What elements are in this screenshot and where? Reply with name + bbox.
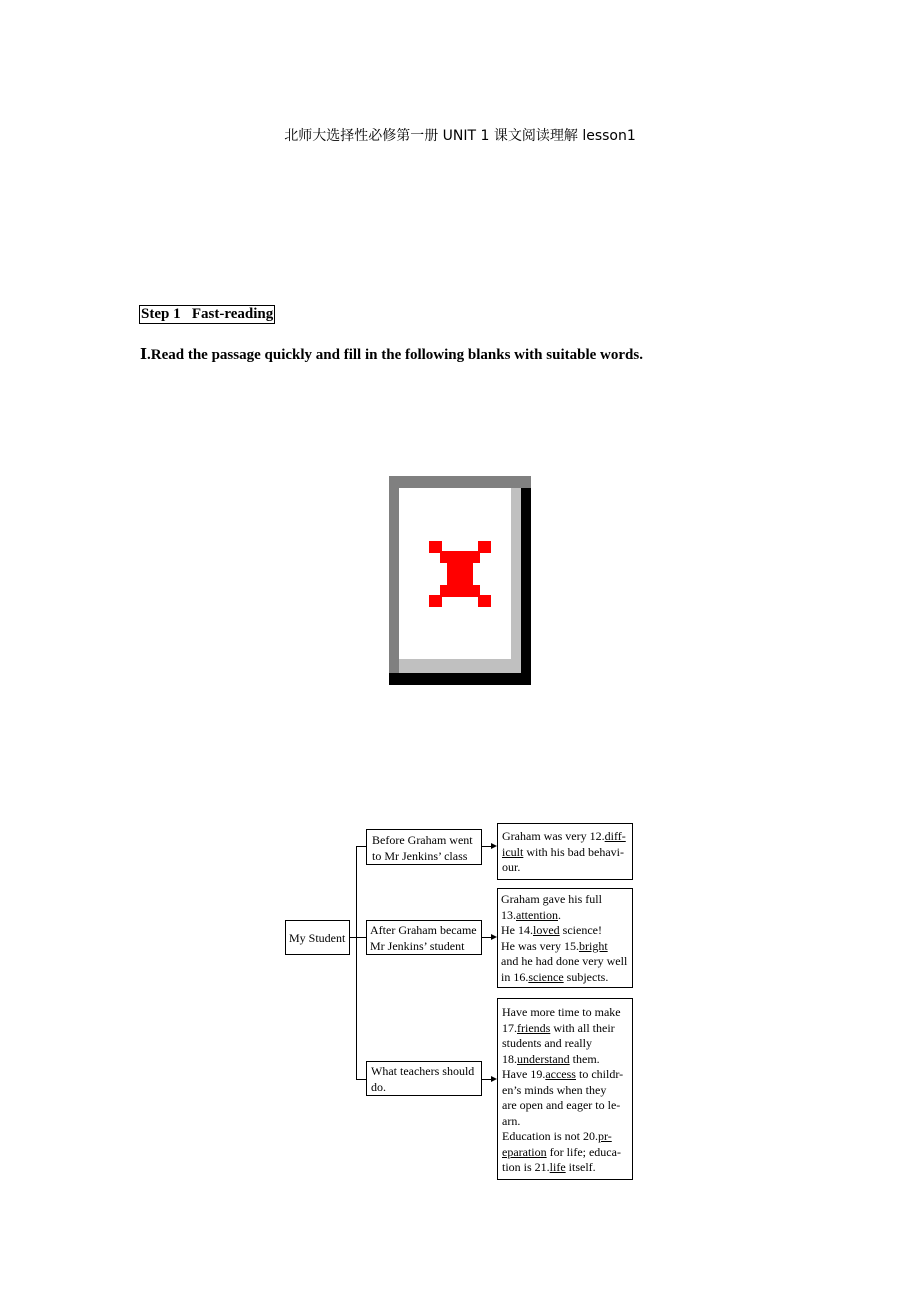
detail-line: are open and eager to le- — [502, 1098, 621, 1112]
answer-word: bright — [578, 938, 608, 953]
branch-node-teachers — [366, 1061, 482, 1096]
branch-label-line: do. — [371, 1079, 386, 1094]
detail-line: Graham was very 12.diff- — [502, 829, 626, 843]
answer-word: loved — [533, 923, 560, 937]
detail-line: icult with his bad behavi- — [502, 844, 624, 859]
branch-node-after — [366, 920, 482, 955]
detail-node-teachers — [497, 998, 633, 1180]
branch-label-line: Before Graham went — [372, 833, 473, 847]
arrow-icon — [491, 934, 497, 940]
answer-word: diff- — [604, 829, 626, 843]
detail-line: en’s minds when they — [502, 1082, 607, 1097]
detail-line: tion is 21.life itself. — [502, 1160, 596, 1174]
detail-line: Graham gave his full — [501, 892, 602, 906]
answer-word: attention — [516, 907, 558, 922]
detail-line: He was very 15.bright — [501, 938, 608, 953]
branch-label-line: After Graham became — [370, 923, 477, 937]
diagram-root-label: My Student — [289, 931, 346, 945]
detail-node-after — [497, 888, 633, 988]
branch-label-line: What teachers should — [371, 1064, 475, 1078]
detail-line: eparation for life; educa- — [502, 1144, 621, 1159]
branch-node-before — [366, 829, 482, 865]
arrow-icon — [491, 843, 497, 849]
detail-line: and he had done very well — [501, 954, 628, 968]
answer-word: life — [549, 1160, 566, 1174]
detail-line: in 16.science subjects. — [501, 969, 609, 984]
answer-word: understand — [517, 1051, 570, 1066]
detail-node-before — [497, 823, 633, 880]
detail-line: students and really — [502, 1036, 592, 1050]
diagram-root-node — [285, 920, 350, 955]
detail-line: our. — [502, 860, 521, 874]
broken-image-placeholder — [389, 476, 531, 685]
branch-label-line: to Mr Jenkins’ class — [372, 848, 468, 863]
detail-line: arn. — [502, 1113, 521, 1128]
answer-word: pr- — [598, 1129, 612, 1143]
instruction-text: Ⅰ.Read the passage quickly and fill in the following blanks with suitable words. — [140, 347, 643, 363]
answer-word: access — [545, 1067, 576, 1081]
detail-line: He 14.loved science! — [501, 923, 602, 937]
arrow-icon — [491, 1076, 497, 1082]
answer-word: eparation — [502, 1144, 547, 1159]
answer-word: friends — [517, 1020, 551, 1035]
detail-line: Have more time to make — [502, 1005, 621, 1019]
document-title: 北师大选择性必修第一册 UNIT 1 课文阅读理解 lesson1 — [284, 128, 636, 144]
broken-image-icon — [429, 541, 491, 607]
step-heading: Step 1 Fast-reading — [141, 306, 274, 322]
branch-label-line: Mr Jenkins’ student — [370, 938, 465, 953]
detail-line: Have 19.access to childr- — [502, 1067, 624, 1081]
answer-word: icult — [502, 844, 524, 859]
detail-line: 13.attention. — [501, 907, 561, 922]
detail-line: 17.friends with all their — [502, 1020, 615, 1035]
detail-line: 18.understand them. — [502, 1051, 600, 1066]
answer-word: science — [528, 969, 564, 984]
detail-line: Education is not 20.pr- — [502, 1129, 612, 1143]
